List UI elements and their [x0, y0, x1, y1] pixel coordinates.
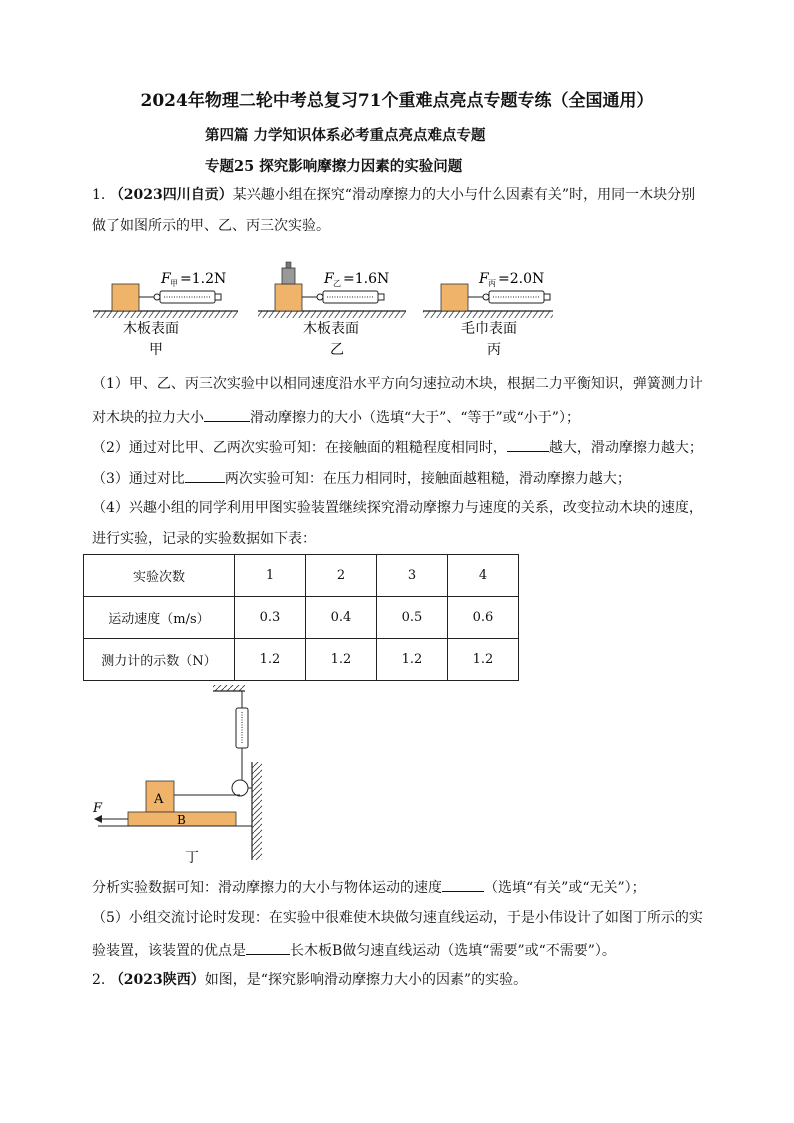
q1-part1-line1: （1）甲、乙、丙三次实验中以相同速度沿水平方向匀速拉动木块，根据二力平衡知识，弹簧测力计 — [92, 376, 703, 392]
wood-block — [441, 284, 468, 311]
force-sub-jia: 甲 — [170, 279, 178, 288]
q2-line — [92, 970, 527, 990]
weight — [282, 268, 295, 284]
table-cell: 1.2 — [377, 639, 448, 681]
data-table — [83, 554, 519, 681]
q1-part2-pre: （2）通过对比甲、乙两次实验可知：在接触面的粗糙程度相同时， — [92, 440, 507, 456]
q1-part2 — [92, 436, 703, 458]
q1-intro-text: 某兴趣小组在探究“滑动摩擦力的大小与什么因素有关”时，用同一木块分别 — [232, 187, 696, 203]
q1-intro-line1 — [92, 185, 695, 205]
pulley — [232, 780, 248, 796]
table-cell: 1.2 — [235, 639, 306, 681]
answer-blank-4[interactable] — [442, 876, 484, 892]
figure-jia — [93, 271, 238, 358]
q1-analysis-post: （选填“有关”或“无关”）； — [484, 880, 646, 896]
table-row — [84, 597, 519, 639]
q1-intro-line2: 做了如图所示的甲、乙、丙三次实验。 — [92, 218, 330, 234]
figure-yi — [258, 262, 406, 358]
topic-heading: 专题25 探究影响摩擦力因素的实验问题 — [205, 158, 463, 175]
hook — [317, 294, 323, 300]
force-value-bing: =2.0N — [498, 271, 545, 287]
q1-part5-pre: 验装置，该装置的优点是 — [92, 943, 246, 959]
answer-blank-1[interactable] — [204, 406, 250, 422]
table-cell: 4 — [448, 555, 519, 597]
q1-part4-line2: 进行实验，记录的实验数据如下表： — [92, 531, 316, 547]
hook — [154, 294, 160, 300]
q1-part1-post: 滑动摩擦力的大小（选填“大于”、“等于”或“小于”）； — [250, 410, 580, 426]
table-cell: 2 — [306, 555, 377, 597]
label-bing: 丙 — [487, 342, 501, 358]
q1-part3-post: 两次实验可知：在压力相同时，接触面越粗糙，滑动摩擦力越大； — [224, 471, 631, 487]
table-header-row — [84, 555, 519, 597]
board-b-label: B — [177, 813, 186, 827]
surface-jia: 木板表面 — [123, 321, 179, 337]
table-cell: 测力计的示数（N） — [84, 639, 235, 681]
wood-block — [275, 284, 302, 311]
figure-bing — [423, 271, 553, 358]
svg-text:F: F — [479, 271, 489, 287]
q1-number: 1. — [92, 187, 106, 203]
table-cell: 0.4 — [306, 597, 377, 639]
wood-block — [112, 284, 139, 311]
answer-blank-5[interactable] — [246, 939, 290, 955]
force-label: F — [93, 801, 103, 816]
surface-yi: 木板表面 — [303, 321, 359, 337]
part-heading: 第四篇 力学知识体系必考重点亮点难点专题 — [205, 127, 486, 144]
answer-blank-3[interactable] — [185, 467, 225, 483]
force-sub-yi: 乙 — [333, 279, 341, 288]
figure-ding-caption: 丁 — [185, 850, 199, 866]
table-cell: 1 — [235, 555, 306, 597]
q1-part3 — [92, 467, 631, 489]
table-cell: 1.2 — [306, 639, 377, 681]
hook — [483, 294, 489, 300]
q2-source: （2023陕西） — [109, 972, 205, 988]
force-arrow — [94, 815, 102, 823]
q1-part2-post: 越大，滑动摩擦力越大； — [548, 440, 703, 456]
q1-source: （2023四川自贡） — [109, 187, 233, 203]
page-title: 2024年物理二轮中考总复习71个重难点亮点专题专练（全国通用） — [140, 91, 654, 111]
table-cell: 实验次数 — [84, 555, 235, 597]
table-cell: 3 — [377, 555, 448, 597]
figure-ding — [86, 682, 276, 867]
label-jia: 甲 — [149, 342, 163, 358]
q1-part4-line1: （4）兴趣小组的同学利用甲图实验装置继续探究滑动摩擦力与速度的关系，改变拉动木块的速度， — [92, 500, 703, 516]
table-row — [84, 639, 519, 681]
q1-analysis-pre: 分析实验数据可知：滑动摩擦力的大小与物体运动的速度 — [92, 880, 442, 896]
svg-text:F: F — [161, 271, 171, 287]
table-cell: 运动速度（m/s） — [84, 597, 235, 639]
force-value-yi: =1.6N — [343, 271, 390, 287]
table-cell: 0.3 — [235, 597, 306, 639]
q1-part5-post: 长木板B做匀速直线运动（选填“需要”或“不需要”）。 — [290, 943, 616, 959]
q2-number: 2. — [92, 972, 106, 988]
experiment-figures — [88, 255, 558, 360]
force-value-jia: =1.2N — [180, 271, 227, 287]
svg-text:F: F — [324, 271, 334, 287]
answer-blank-2[interactable] — [507, 436, 549, 452]
label-yi: 乙 — [330, 342, 344, 358]
q1-part5-line1: （5）小组交流讨论时发现：在实验中很难使木块做匀速直线运动，于是小伟设计了如图丁所示的实 — [92, 910, 703, 926]
block-a-label: A — [154, 792, 164, 807]
surface-bing: 毛巾表面 — [461, 321, 517, 337]
force-sub-bing: 丙 — [488, 279, 496, 288]
q1-part3-pre: （3）通过对比 — [92, 471, 185, 487]
q1-part5-line2 — [92, 939, 616, 961]
table-cell: 0.5 — [377, 597, 448, 639]
table-cell: 0.6 — [448, 597, 519, 639]
q2-text: 如图，是“探究影响滑动摩擦力大小的因素”的实验。 — [204, 972, 528, 988]
q1-analysis — [92, 876, 646, 898]
q1-part1-line2 — [92, 406, 580, 428]
q1-part1-pre: 对木块的拉力大小 — [92, 410, 204, 426]
table-cell: 1.2 — [448, 639, 519, 681]
